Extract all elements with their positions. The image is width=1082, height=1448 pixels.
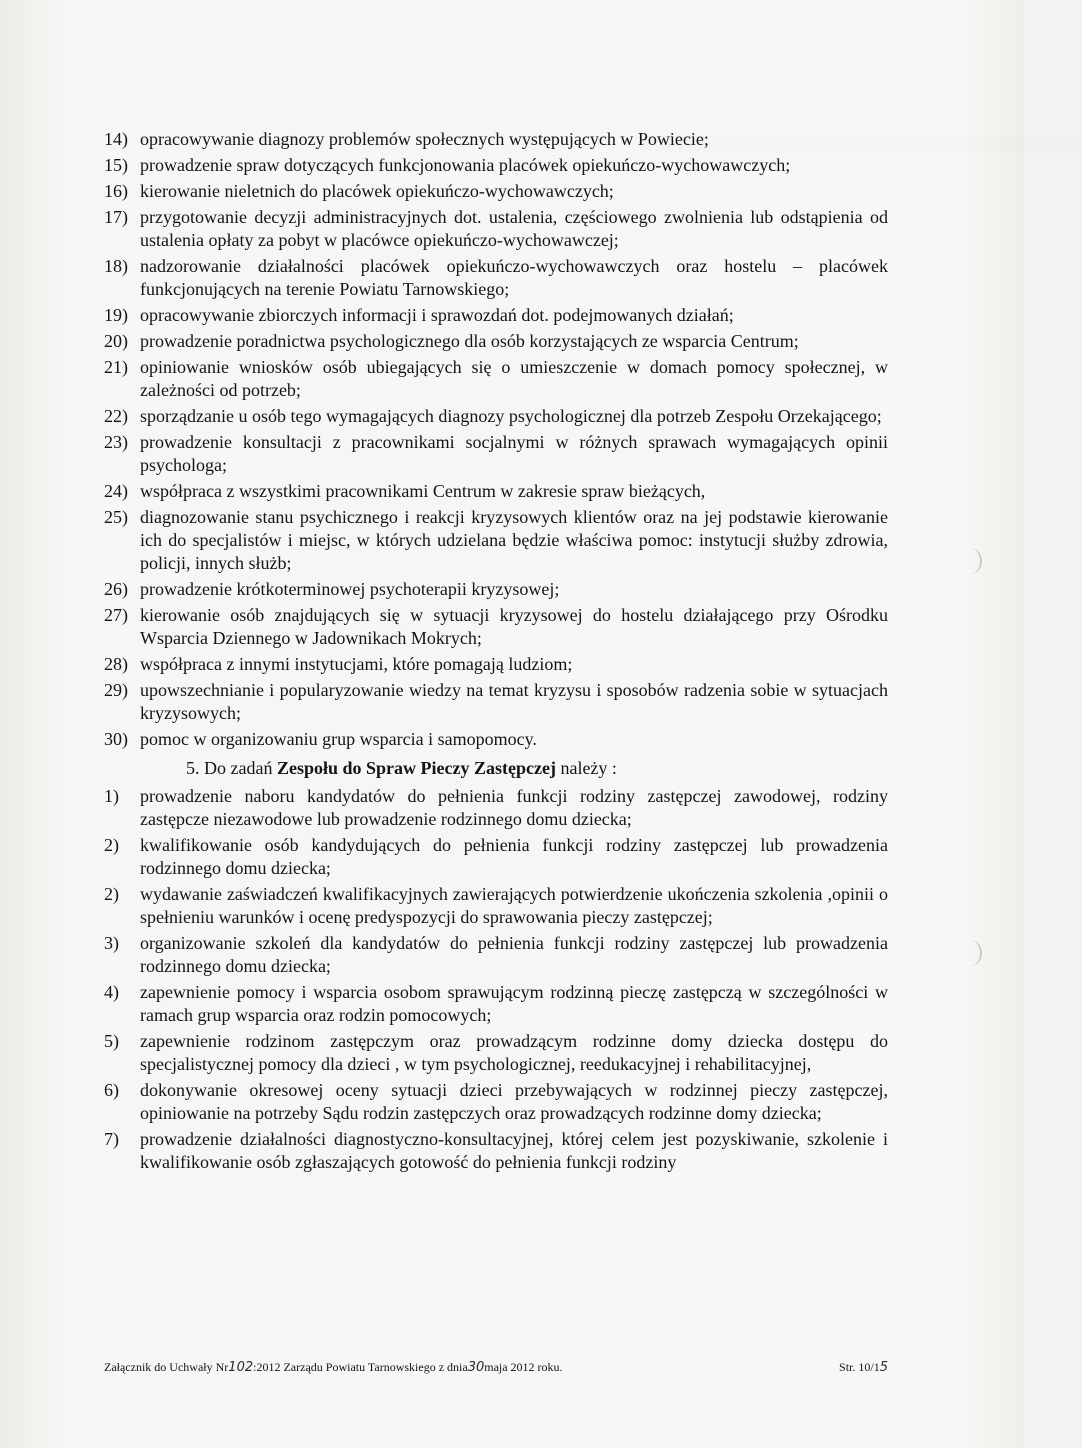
list-item-number: 30) bbox=[104, 729, 128, 749]
list-item bbox=[104, 506, 888, 575]
list-item-number: 15) bbox=[104, 155, 128, 175]
handwritten-page-total: 5 bbox=[879, 1360, 888, 1375]
list-item-text: prowadzenie naboru kandydatów do pełnienia funkcji rodziny zastępczej zawodowej, rodziny zastępcze niezawodowe lub prowadzenie rodzinnego domu dziecka; bbox=[140, 786, 888, 829]
list-item-number: 1) bbox=[104, 786, 119, 806]
list-item bbox=[104, 834, 888, 880]
list-item-text: diagnozowanie stanu psychicznego i reakcji kryzysowych klientów oraz na jej podstawie kierowanie ich do specjalistów i miejsc, w których udzielana będzie właściwa pomoc: instytucji służby zdrowia, policji, innych służb; bbox=[140, 507, 888, 573]
list-item bbox=[104, 1128, 888, 1174]
list-item-text: pomoc w organizowaniu grup wsparcia i samopomocy. bbox=[140, 729, 537, 749]
footer-text-part3: maja 2012 roku. bbox=[484, 1360, 563, 1374]
list-item bbox=[104, 255, 888, 301]
footer-text-part1: Załącznik do Uchwały Nr bbox=[104, 1360, 229, 1374]
list-item-number: 2) bbox=[104, 884, 119, 904]
list-item bbox=[104, 1079, 888, 1125]
bleed-through-text: ▒▒▒▒▒▒▒▒▒▒▒▒▒▒▒▒▒▒▒▒▒▒▒▒▒▒▒▒▒▒▒▒▒▒▒▒▒▒▒ bbox=[640, 136, 1082, 153]
list-item-number: 28) bbox=[104, 654, 128, 674]
list-item-text: współpraca z innymi instytucjami, które pomagają ludziom; bbox=[140, 654, 573, 674]
list-item-number: 29) bbox=[104, 680, 128, 700]
list-item-number: 16) bbox=[104, 181, 128, 201]
list-item-number: 22) bbox=[104, 406, 128, 426]
heading-prefix: 5. Do zadań bbox=[186, 758, 277, 778]
list-item-text: kwalifikowanie osób kandydujących do pełnienia funkcji rodziny zastępczej lub prowadzenia rodzinnego domu dziecka; bbox=[140, 835, 888, 878]
footer-text-part2: :2012 Zarządu Powiatu Tarnowskiego z dnia bbox=[253, 1360, 468, 1374]
list-item bbox=[104, 405, 888, 428]
list-item bbox=[104, 883, 888, 929]
list-item bbox=[104, 679, 888, 725]
list-item-number: 6) bbox=[104, 1080, 119, 1100]
list-item-number: 2) bbox=[104, 835, 119, 855]
list-item-text: opracowywanie zbiorczych informacji i sprawozdań dot. podejmowanych działań; bbox=[140, 305, 734, 325]
page-number-label: Str. 10/1 bbox=[839, 1360, 880, 1374]
list-item bbox=[104, 480, 888, 503]
list-item-text: nadzorowanie działalności placówek opiekuńczo-wychowawczych oraz hostelu – placówek funkcjonujących na terenie Powiatu Tarnowskiego; bbox=[140, 256, 888, 299]
list-item bbox=[104, 728, 888, 751]
list-item-text: kierowanie osób znajdujących się w sytuacji kryzysowej do hostelu działającego przy Ośrodku Wsparcia Dziennego w Jadownikach Mokrych; bbox=[140, 605, 888, 648]
list-item bbox=[104, 304, 888, 327]
section-heading bbox=[104, 757, 888, 780]
list-item-number: 20) bbox=[104, 331, 128, 351]
page-number bbox=[839, 1360, 888, 1375]
list-item bbox=[104, 932, 888, 978]
list-item bbox=[104, 981, 888, 1027]
list-item-number: 26) bbox=[104, 579, 128, 599]
list-item-text: opracowywanie diagnozy problemów społecznych występujących w Powiecie; bbox=[140, 129, 709, 149]
list-item-text: sporządzanie u osób tego wymagających diagnozy psychologicznej dla potrzeb Zespołu Orzekającego; bbox=[140, 406, 882, 426]
list-item-text: prowadzenie działalności diagnostyczno-konsultacyjnej, której celem jest pozyskiwanie, szkolenie i kwalifikowanie osób zgłaszających gotowość do pełnienia funkcji rodziny bbox=[140, 1129, 888, 1172]
footer-attachment-note bbox=[104, 1360, 563, 1375]
list-item-number: 3) bbox=[104, 933, 119, 953]
list-item-text: upowszechnianie i popularyzowanie wiedzy na temat kryzysu i sposobów radzenia sobie w sytuacjach kryzysowych; bbox=[140, 680, 888, 723]
list-item bbox=[104, 653, 888, 676]
list-item-text: kierowanie nieletnich do placówek opiekuńczo-wychowawczych; bbox=[140, 181, 614, 201]
list-item-text: prowadzenie poradnictwa psychologicznego dla osób korzystających ze wsparcia Centrum; bbox=[140, 331, 799, 351]
document-body bbox=[104, 128, 888, 1177]
list-item-text: zapewnienie rodzinom zastępczym oraz prowadzącym rodzinne domy dziecka dostępu do specjalistycznej pomocy dla dzieci , w tym psychologicznej, reedukacyjnej i rehabilitacyjnej, bbox=[140, 1031, 888, 1074]
list-item bbox=[104, 578, 888, 601]
list-item bbox=[104, 431, 888, 477]
list-item-number: 17) bbox=[104, 207, 128, 227]
list-item-number: 24) bbox=[104, 481, 128, 501]
list-item bbox=[104, 154, 888, 177]
list-item bbox=[104, 180, 888, 203]
list-item-number: 21) bbox=[104, 357, 128, 377]
list-item-text: prowadzenie krótkoterminowej psychoterapii kryzysowej; bbox=[140, 579, 560, 599]
handwritten-resolution-number: 102 bbox=[228, 1360, 254, 1375]
list-item bbox=[104, 206, 888, 252]
handwritten-day: 30 bbox=[467, 1360, 485, 1375]
list-item bbox=[104, 356, 888, 402]
list-item-text: prowadzenie spraw dotyczących funkcjonowania placówek opiekuńczo-wychowawczych; bbox=[140, 155, 791, 175]
list-item bbox=[104, 1030, 888, 1076]
heading-suffix: należy : bbox=[555, 758, 617, 778]
list-item-number: 4) bbox=[104, 982, 119, 1002]
list-item-number: 25) bbox=[104, 507, 128, 527]
list-item-text: współpraca z wszystkimi pracownikami Centrum w zakresie spraw bieżących, bbox=[140, 481, 706, 501]
list-item-text: zapewnienie pomocy i wsparcia osobom sprawującym rodzinną pieczę zastępczą w szczególności w ramach grup wsparcia oraz rodzin pomocowych; bbox=[140, 982, 888, 1025]
foster-care-task-list bbox=[104, 785, 888, 1174]
list-item-number: 7) bbox=[104, 1129, 119, 1149]
list-item bbox=[104, 128, 888, 151]
list-item bbox=[104, 330, 888, 353]
list-item-text: wydawanie zaświadczeń kwalifikacyjnych zawierających potwierdzenie ukończenia szkolenia ,opinii o spełnieniu warunków i ocenę predyspozycji do sprawowania pieczy zastępczej; bbox=[140, 884, 888, 927]
list-item-text: opiniowanie wniosków osób ubiegających się o umieszczenie w domach pomocy społecznej, w zależności od potrzeb; bbox=[140, 357, 888, 400]
heading-team-name: Zespołu do Spraw Pieczy Zastępczej bbox=[276, 758, 556, 778]
task-list-continued bbox=[104, 128, 888, 751]
list-item-number: 5) bbox=[104, 1031, 119, 1051]
list-item-text: organizowanie szkoleń dla kandydatów do pełnienia funkcji rodziny zastępczej lub prowadzenia rodzinnego domu dziecka; bbox=[140, 933, 888, 976]
list-item-text: przygotowanie decyzji administracyjnych dot. ustalenia, częściowego zwolnienia lub odstąpienia od ustalenia opłaty za pobyt w placówce opiekuńczo-wychowawczej; bbox=[140, 207, 888, 250]
list-item-number: 27) bbox=[104, 605, 128, 625]
list-item-text: prowadzenie konsultacji z pracownikami socjalnymi w różnych sprawach wymagających opinii psychologa; bbox=[140, 432, 888, 475]
list-item-text: dokonywanie okresowej oceny sytuacji dzieci przebywających w rodzinnej pieczy zastępczej, opiniowanie na potrzeby Sądu rodzin zastępczych oraz prowadzących rodzinne domy dziecka; bbox=[140, 1080, 888, 1123]
punch-hole-mark bbox=[960, 548, 982, 574]
list-item-number: 14) bbox=[104, 129, 128, 149]
list-item bbox=[104, 604, 888, 650]
list-item-number: 23) bbox=[104, 432, 128, 452]
list-item-number: 19) bbox=[104, 305, 128, 325]
punch-hole-mark bbox=[960, 940, 982, 966]
list-item bbox=[104, 785, 888, 831]
list-item-number: 18) bbox=[104, 256, 128, 276]
